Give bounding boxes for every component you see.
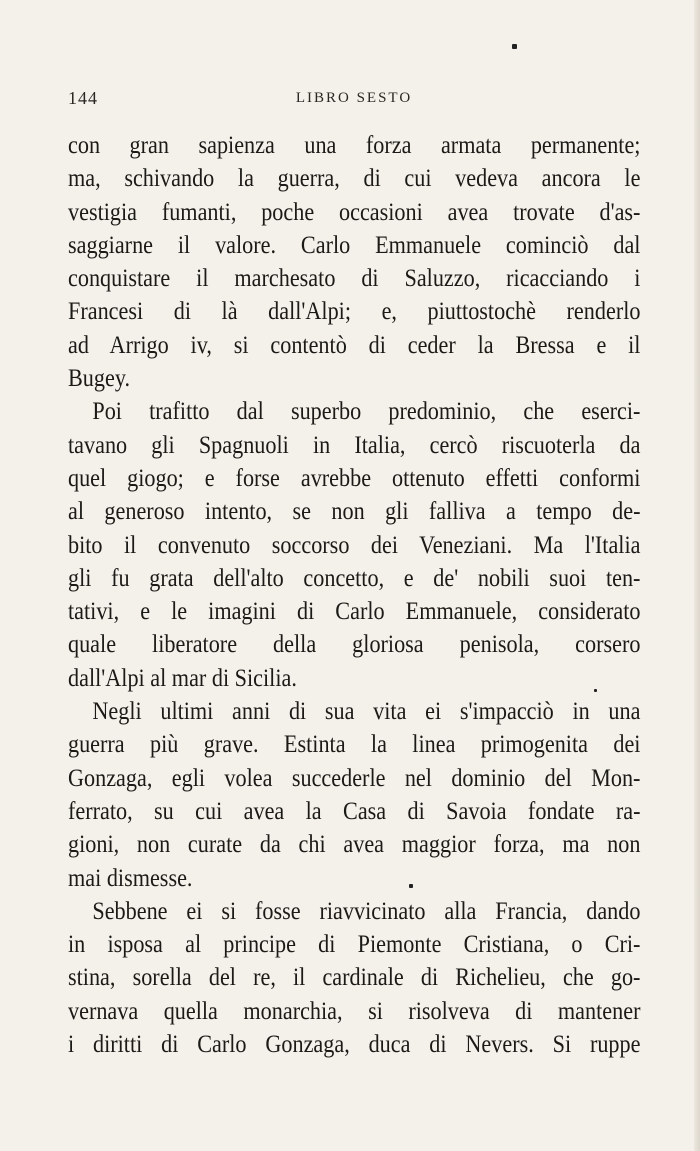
page-number: 144	[68, 88, 98, 108]
text-line: stina, sorella del re, il cardinale di Richelieu, che go-	[68, 962, 641, 992]
text-line: conquistare il marchesato di Saluzzo, ricacciando i	[68, 263, 641, 293]
text-line: guerra più grave. Estinta la linea primogenita dei	[68, 729, 641, 759]
text-line: Francesi di là dall'Alpi; e, piuttostochè renderlo	[68, 296, 641, 326]
text-line: ma, schivando la guerra, di cui vedeva ancora le	[68, 163, 641, 193]
text-line: con gran sapienza una forza armata permanente;	[68, 130, 641, 159]
ink-speck	[512, 44, 517, 49]
text-line: Sebbene ei si fosse riavvicinato alla Francia, dando	[92, 895, 641, 925]
text-line: ferrato, su cui avea la Casa di Savoia fondate ra-	[68, 795, 641, 825]
text-line: Negli ultimi anni di sua vita ei s'impacciò in una	[92, 696, 641, 726]
text-line: quale liberatore della gloriosa penisola, corsero	[68, 629, 641, 659]
text-line: vernava quella monarchia, si risolveva di mantener	[68, 995, 641, 1025]
text-line: tativi, e le imagini di Carlo Emmanuele, considerato	[68, 596, 641, 626]
text-line: Bugey.	[68, 363, 131, 393]
text-line: Poi trafitto dal superbo predominio, che eserci-	[92, 396, 641, 426]
text-line: bito il convenuto soccorso dei Veneziani. Ma l'Italia	[68, 529, 641, 559]
text-line: Gonzaga, egli volea succederle nel dominio del Mon-	[68, 762, 641, 792]
page-edge	[694, 0, 700, 1151]
body-text	[68, 128, 640, 1060]
text-line: gli fu grata dell'alto concetto, e de' nobili suoi ten-	[68, 562, 641, 592]
text-line: in isposa al principe di Piemonte Cristiana, o Cri-	[68, 929, 641, 959]
page-header	[68, 88, 640, 112]
text-line: al generoso intento, se non gli falliva a tempo de-	[68, 496, 641, 526]
text-line: gioni, non curate da chi avea maggior forza, ma non	[68, 829, 641, 859]
text-line: quel giogo; e forse avrebbe ottenuto effetti conformi	[68, 462, 641, 492]
text-line: mai dismesse.	[68, 862, 193, 892]
text-line: ad Arrigo iv, si contentò di ceder la Bressa e il	[68, 329, 641, 359]
text-line: tavano gli Spagnuoli in Italia, cercò riscuoterla da	[68, 429, 641, 459]
text-line: i diritti di Carlo Gonzaga, duca di Nevers. Si ruppe	[68, 1029, 641, 1059]
text-line: saggiarne il valore. Carlo Emmanuele cominciò dal	[68, 229, 641, 259]
text-line: vestigia fumanti, poche occasioni avea trovate d'as-	[68, 196, 641, 226]
text-line: dall'Alpi al mar di Sicilia.	[68, 662, 297, 692]
running-title: LIBRO SESTO	[295, 90, 413, 106]
